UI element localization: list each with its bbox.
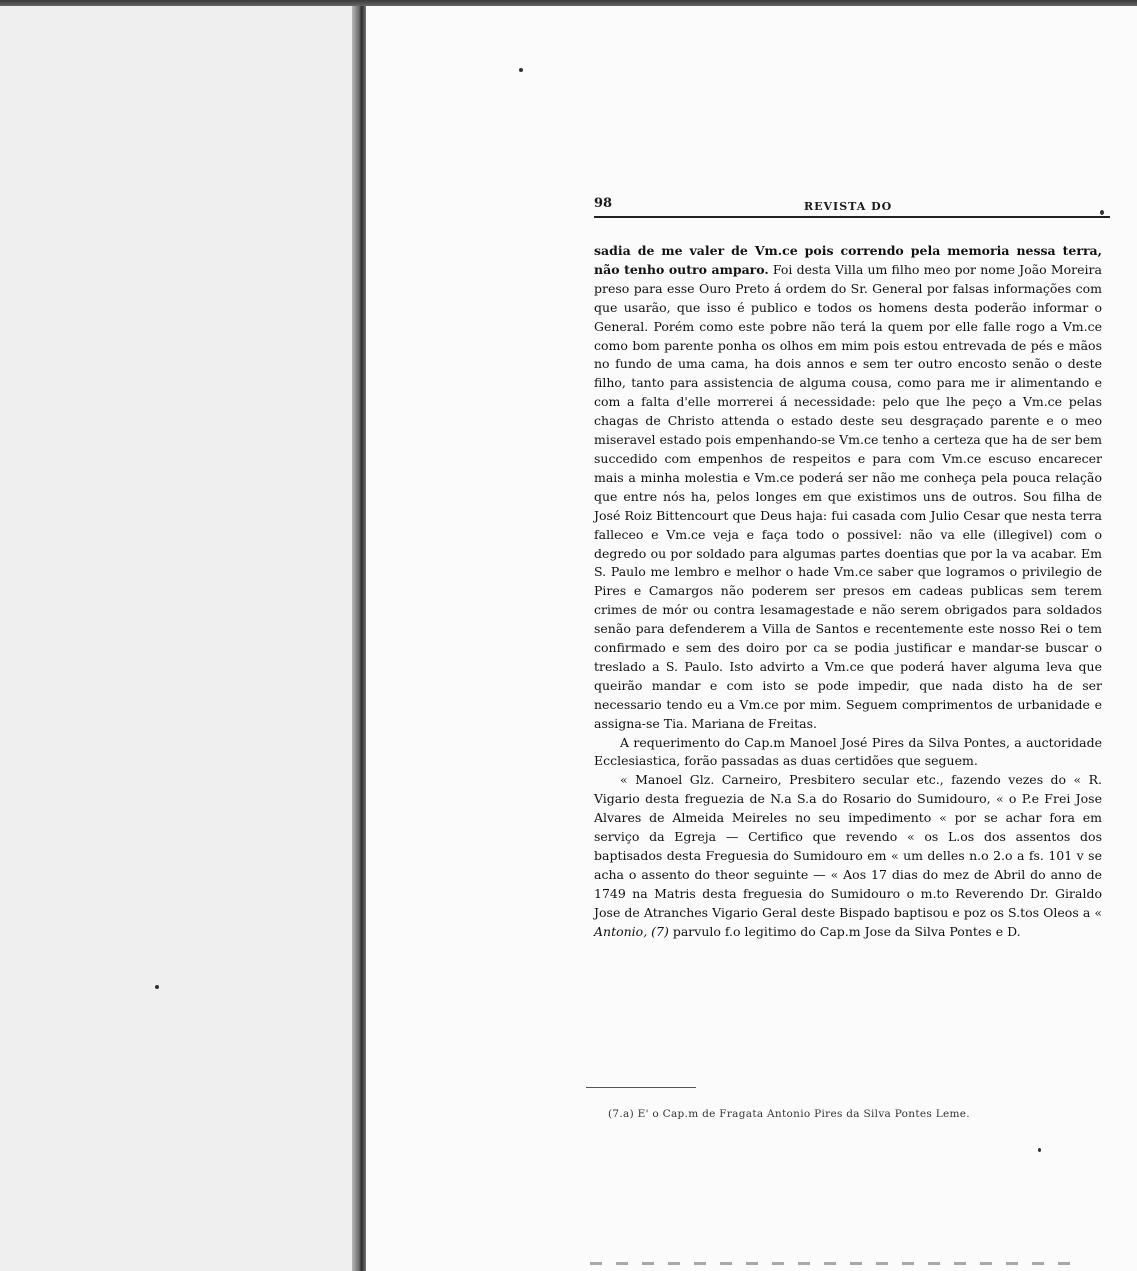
certificate-paragraph xyxy=(594,771,1102,941)
paper-speck xyxy=(1038,1148,1041,1152)
page-body xyxy=(594,242,1102,942)
footnote: (7.a) E' o Cap.m de Fragata Antonio Pires da Silva Pontes Leme. xyxy=(608,1108,970,1120)
left-page-blank xyxy=(0,6,358,1271)
paper-speck xyxy=(519,68,523,72)
header-rule xyxy=(594,216,1110,218)
running-head xyxy=(594,196,1104,216)
certificate-text: « Manoel Glz. Carneiro, Presbitero secular etc., fazendo vezes do « R. Vigario desta freguezia de N.a S.a do Rosario do Sumidouro, « o P.e Frei Jose Alvares de Almeida Meireles no seu impedimento « por se achar fora em serviço da Egreja — Certifico que revendo « os L.os dos assentos dos baptisados desta Freguesia do Sumidouro em « um delles n.o 2.o a fs. 101 v se acha o assento do theor seguinte — « Aos 17 dias do mez de Abril do anno de 1749 na Matris desta freguesia do Sumidouro o m.to Reverendo Dr. Giraldo Jose de Atranches Vigario Geral deste Bispado baptisou e poz os S.tos Oleos a « xyxy=(594,772,1102,920)
letter-text: Foi desta Villa um filho meo por nome João Moreira preso para esse Ouro Preto á ordem do Sr. General por falsas informações com que usarão, que isso é publico e todos os homens desta poderão informar o General. Porém como este pobre não terá la quem por elle falle rogo a Vm.ce como bom parente ponha os olhos em mim pois estou entrevada de pés e mãos no fundo de uma cama, ha dois annos e sem ter outro encosto senão o deste filho, tanto para assistencia de alguma cousa, como para me ir alimentando e com a falta d'elle morrerei á necessidade: pelo que lhe peço a Vm.ce pelas chagas de Christo attenda o estado deste seu desgraçado parente e o meo miseravel estado pois empenhando-se Vm.ce tenho a certeza que ha de ser bem succedido com empenhos de respeitos e para com Vm.ce escuso encarecer mais a minha molestia e Vm.ce poderá ser não me conheça pela pouca relação que entre nós ha, pelos longes em que existimos uns de outros. Sou filha de José Roiz Bittencourt que Deus haja: fui casada com Julio Cesar que nesta terra falleceo e Vm.ce veja e faça todo o possivel: não va elle (illegivel) com o degredo ou por soldado para algumas partes doentias que por la va acabar. Em S. Paulo me lembro e melhor o hade Vm.ce saber que logramos o privilegio de Pires e Camargos não poderem ser presos em cadeas publicas sem terem crimes de mór ou contra lesamagestade e não serem obrigados para soldados senão para defenderem a Villa de Santos e recentemente este nosso Rei o tem confirmado e sem des doiro por ca se podia justificar e mandar-se buscar o treslado a S. Paulo. Isto advirto a Vm.ce que poderá haver alguma leva que queirão mandar e com isto se pode impedir, que nada disto ha de ser necessario tendo eu a Vm.ce por mim. Seguem comprimentos de urbanidade e assigna-se Tia. Mariana de Freitas. xyxy=(594,261,1102,731)
letter-paragraph xyxy=(594,242,1102,734)
certificate-text-end: parvulo f.o legitimo do Cap.m Jose da Silva Pontes e D. xyxy=(668,923,1021,939)
paper-speck xyxy=(155,985,159,989)
certificate-name: Antonio, (7) xyxy=(594,923,669,939)
journal-title: REVISTA DO xyxy=(804,200,893,213)
requirement-paragraph: A requerimento do Cap.m Manoel José Pires da Silva Pontes, a auctoridade Ecclesiastica, forão passadas as duas certidões que seguem. xyxy=(594,734,1102,769)
footnote-rule xyxy=(586,1087,696,1088)
page-number: 98 xyxy=(594,196,613,211)
bottom-edge-bleed xyxy=(590,1262,1070,1265)
letter-opening: sadia de me valer de Vm.ce pois correndo pela memoria nessa terra, não tenho outro amparo. xyxy=(594,243,1102,277)
